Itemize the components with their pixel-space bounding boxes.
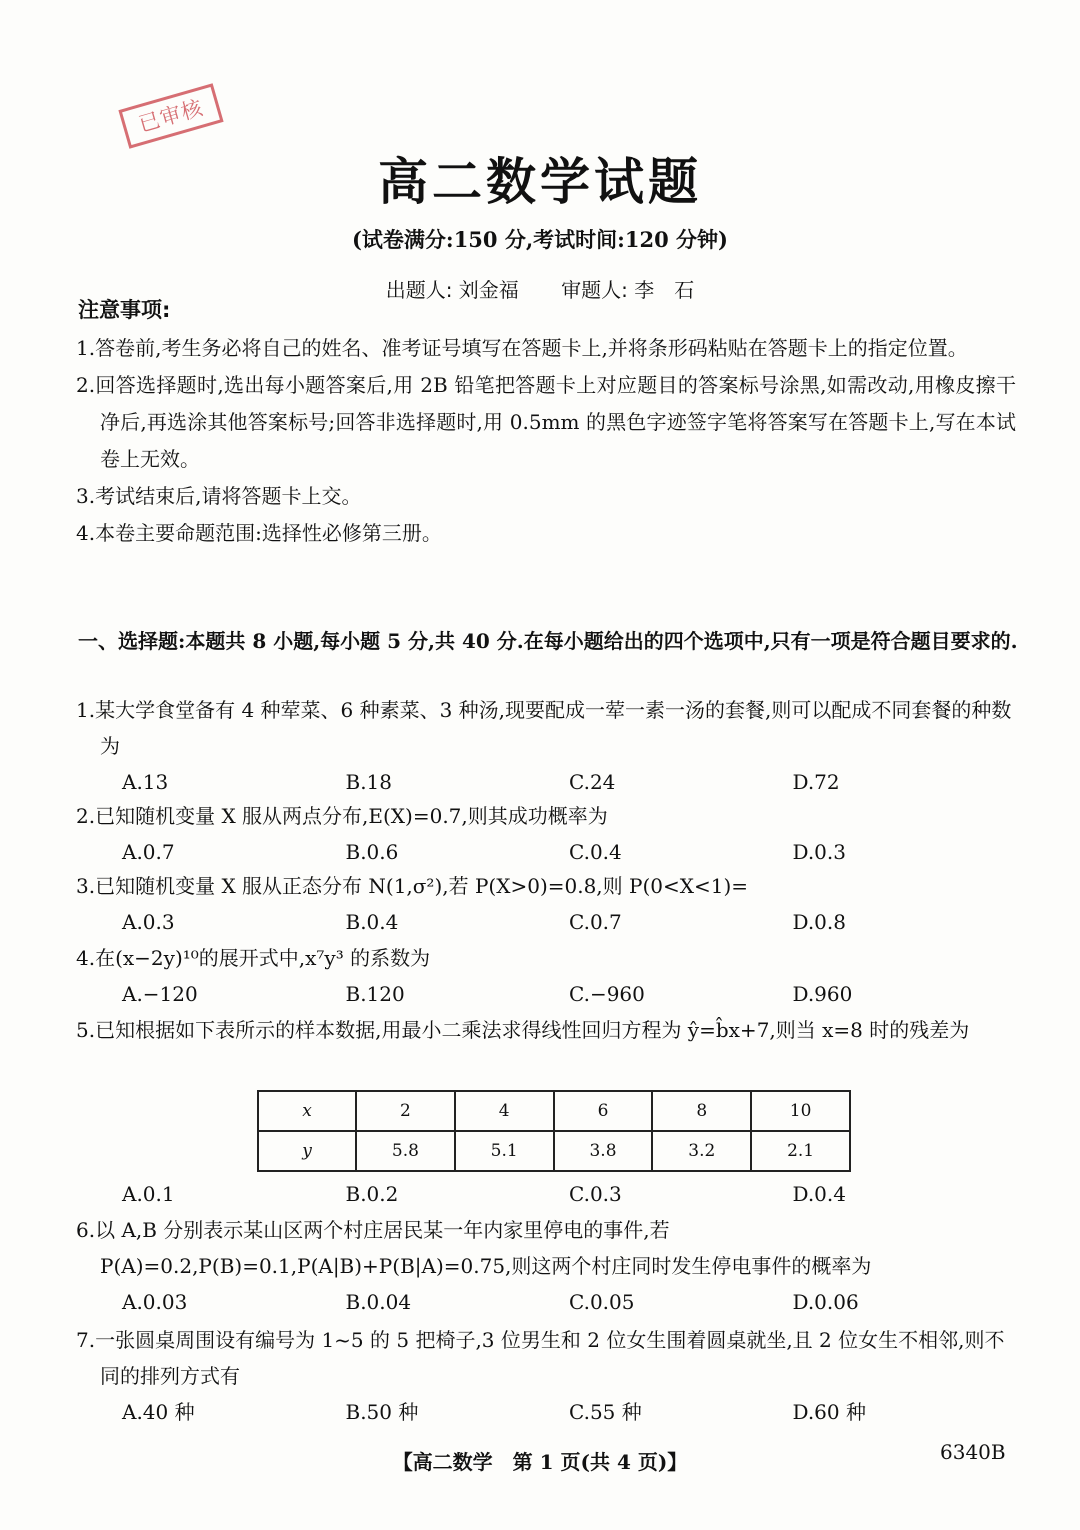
option-b: B.120 <box>345 982 405 1006</box>
option-b: B.50 种 <box>345 1400 419 1424</box>
options <box>76 976 1016 1012</box>
sample-data-table <box>257 1090 851 1172</box>
options <box>76 904 1016 940</box>
table-cell: 5.1 <box>455 1131 554 1171</box>
table-cell: 2 <box>356 1091 455 1131</box>
options <box>76 764 1016 800</box>
option-b: B.0.2 <box>345 1182 399 1206</box>
option-a: A.13 <box>122 770 169 794</box>
options <box>76 1176 1016 1212</box>
option-b: B.0.6 <box>345 840 399 864</box>
option-a: A.−120 <box>122 982 198 1006</box>
option-d: D.0.4 <box>792 1182 846 1206</box>
notice-item: 2.回答选择题时,选出每小题答案后,用 2B 铅笔把答题卡上对应题目的答案标号涂黑,如需改动,用橡皮擦干净后,再选涂其他答案标号;回答非选择题时,用 0.5mm 的黑色字迹签字笔将答案写在答题卡上,写在本试卷上无效。 <box>76 373 1016 471</box>
question-4 <box>76 940 1016 1012</box>
page-footer: 【高二数学 第 1 页(共 4 页)】 <box>392 1450 688 1474</box>
notice-item: 4.本卷主要命题范围:选择性必修第三册。 <box>76 521 442 545</box>
option-d: D.0.3 <box>792 840 846 864</box>
table-cell: 6 <box>554 1091 653 1131</box>
question-stem: 1.某大学食堂备有 4 种荤菜、6 种素菜、3 种汤,现要配成一荤一素一汤的套餐,则可以配成不同套餐的种数为 <box>76 698 1012 758</box>
option-d: D.60 种 <box>792 1400 866 1424</box>
question-5-options <box>76 1176 1016 1212</box>
option-c: C.0.05 <box>569 1290 635 1314</box>
table-cell: 8 <box>652 1091 751 1131</box>
option-d: D.0.8 <box>792 910 846 934</box>
option-c: C.55 种 <box>569 1400 642 1424</box>
option-a: A.0.1 <box>122 1182 175 1206</box>
option-d: D.0.06 <box>792 1290 859 1314</box>
option-a: A.0.7 <box>122 840 175 864</box>
option-c: C.24 <box>569 770 616 794</box>
question-stem: 4.在(x−2y)¹⁰的展开式中,x⁷y³ 的系数为 <box>76 946 431 970</box>
question-stem: 6.以 A,B 分别表示某山区两个村庄居民某一年内家里停电的事件,若 P(A)=0.2,P(B)=0.1,P(A|B)+P(B|A)=0.75,则这两个村庄同时发生停电事件的概率为 <box>76 1218 872 1278</box>
question-stem: 2.已知随机变量 X 服从两点分布,E(X)=0.7,则其成功概率为 <box>76 804 608 828</box>
notice-item: 3.考试结束后,请将答题卡上交。 <box>76 484 362 508</box>
option-d: D.72 <box>792 770 840 794</box>
option-c: C.0.3 <box>569 1182 622 1206</box>
reviewer: 审题人: 李 石 <box>561 278 695 302</box>
option-c: C.0.4 <box>569 840 622 864</box>
section-heading: 一、选择题:本题共 8 小题,每小题 5 分,共 40 分.在每小题给出的四个选项中,只有一项是符合题目要求的. <box>78 629 1018 653</box>
table-cell: 2.1 <box>751 1131 850 1171</box>
options <box>76 834 1016 870</box>
table-cell: 3.8 <box>554 1131 653 1171</box>
option-d: D.960 <box>792 982 853 1006</box>
question-stem: 3.已知随机变量 X 服从正态分布 N(1,σ²),若 P(X>0)=0.8,则 P(0<X<1)= <box>76 874 749 898</box>
question-2 <box>76 798 1016 870</box>
table-cell: 5.8 <box>356 1131 455 1171</box>
paper-code: 6340B <box>940 1440 1006 1464</box>
table-header-x: x <box>258 1091 356 1131</box>
option-a: A.0.03 <box>122 1290 188 1314</box>
question-stem: 7.一张圆桌周围设有编号为 1~5 的 5 把椅子,3 位男生和 2 位女生围着圆桌就坐,且 2 位女生不相邻,则不同的排列方式有 <box>76 1328 1005 1388</box>
table-cell: 10 <box>751 1091 850 1131</box>
option-a: A.40 种 <box>122 1400 195 1424</box>
exam-subtitle: (试卷满分:150 分,考试时间:120 分钟) <box>352 227 728 252</box>
options <box>76 1284 1016 1320</box>
question-stem: 5.已知根据如下表所示的样本数据,用最小二乘法求得线性回归方程为 ŷ=b̂x+7,则当 x=8 时的残差为 <box>76 1018 970 1042</box>
notice-list <box>76 330 1016 552</box>
option-b: B.0.4 <box>345 910 399 934</box>
options <box>76 1394 1016 1430</box>
option-b: B.18 <box>345 770 393 794</box>
option-a: A.0.3 <box>122 910 175 934</box>
question-5 <box>76 1012 1016 1048</box>
exam-title: 高二数学试题 <box>378 153 702 211</box>
question-7 <box>76 1322 1016 1430</box>
question-1 <box>76 692 1016 800</box>
table-row-y <box>258 1131 850 1171</box>
question-3 <box>76 868 1016 940</box>
review-stamp: 已审核 <box>118 83 223 148</box>
table-cell: 3.2 <box>652 1131 751 1171</box>
notice-heading: 注意事项: <box>78 298 171 322</box>
question-6 <box>76 1212 1016 1320</box>
notice-item: 1.答卷前,考生务必将自己的姓名、准考证号填写在答题卡上,并将条形码粘贴在答题卡上的指定位置。 <box>76 336 968 360</box>
option-c: C.0.7 <box>569 910 622 934</box>
table-header-y: y <box>258 1131 356 1171</box>
option-c: C.−960 <box>569 982 645 1006</box>
table-cell: 4 <box>455 1091 554 1131</box>
option-b: B.0.04 <box>345 1290 412 1314</box>
setter: 出题人: 刘金福 <box>385 278 519 302</box>
table-row-x <box>258 1091 850 1131</box>
